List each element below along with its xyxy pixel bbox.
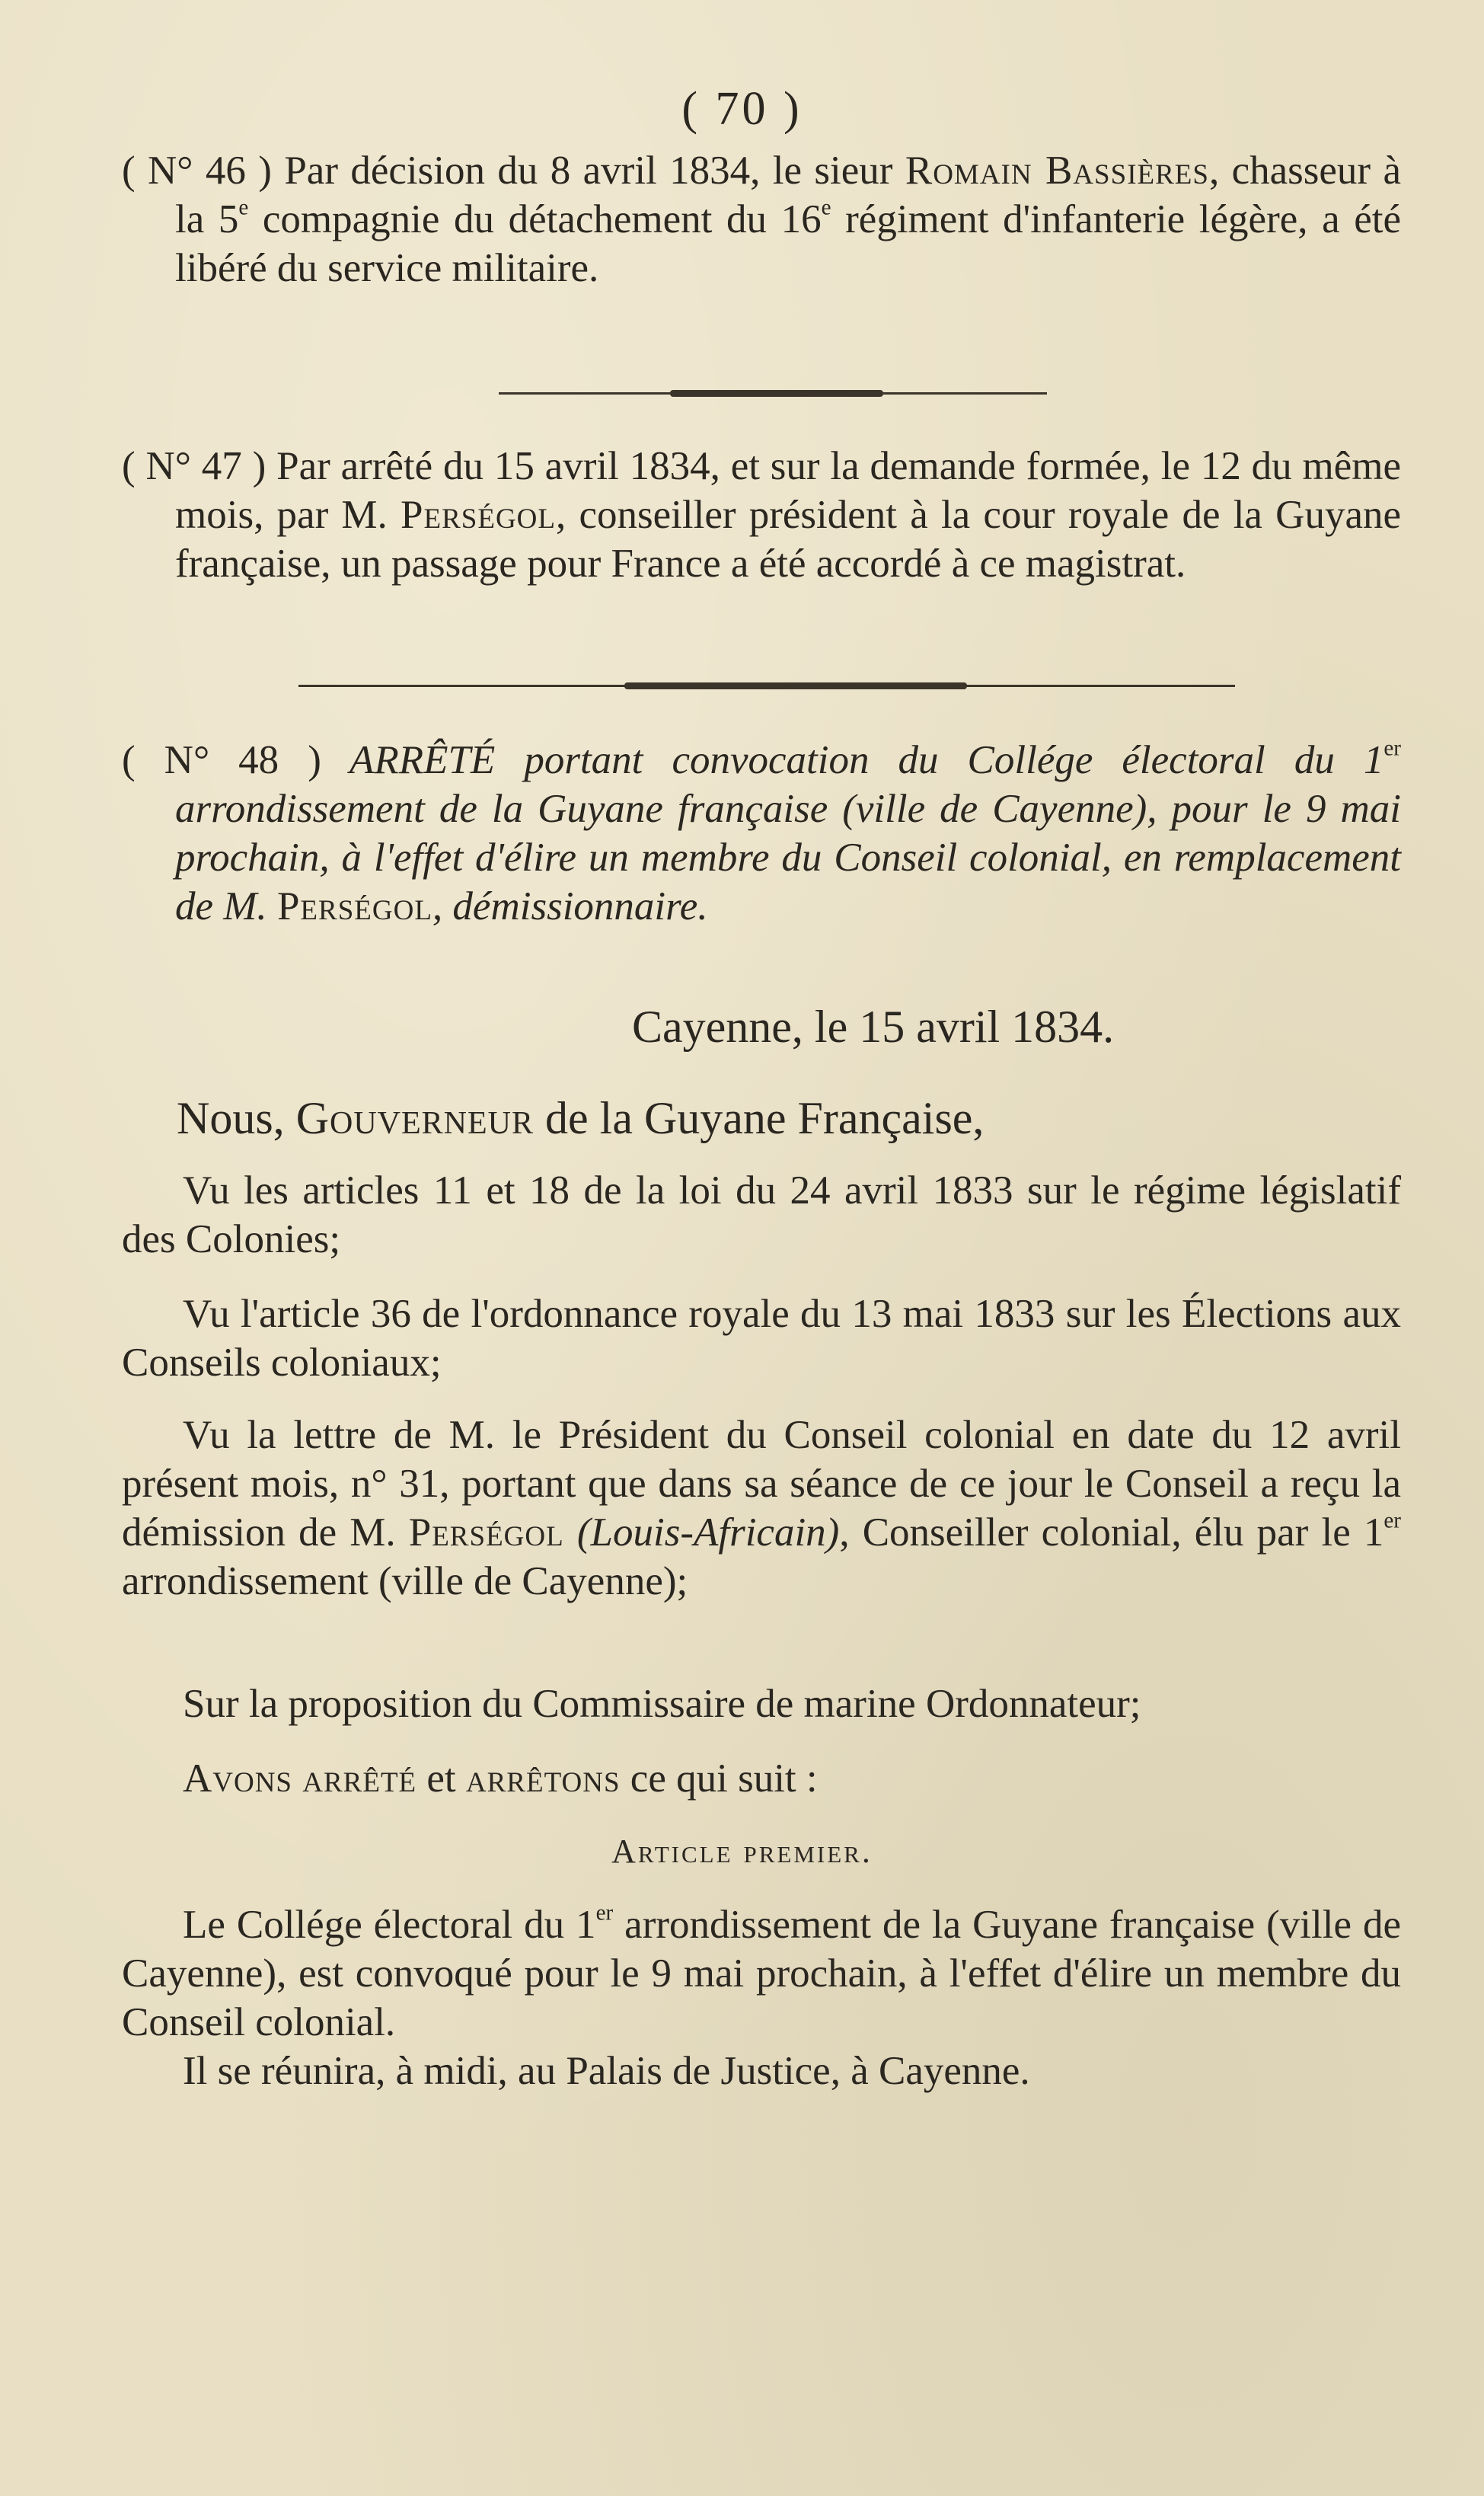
article-paragraph-2: Il se réunira, à midi, au Palais de Justice, à Cayenne. [183, 2049, 1030, 2093]
separator-ornament [670, 390, 883, 397]
considerant-1: Vu les articles 11 et 18 de la loi du 24 avril 1833 sur le régime législatif des Colonies; [122, 1168, 1401, 1261]
article-paragraph-1: Le Collége électoral du 1er arrondissement de la Guyane française (ville de Cayenne), est convoqué pour le 9 mai prochain, à l'effet d'élire un membre du Conseil colonial. [122, 1900, 1402, 2044]
proposition: Sur la proposition du Commissaire de marine Ordonnateur; [183, 1682, 1141, 1726]
entry-number: ( N° 48 ) [122, 738, 321, 782]
place-date: Cayenne, le 15 avril 1834. [632, 1002, 1115, 1052]
entry-47: ( N° 47 ) Par arrêté du 15 avril 1834, et sur la demande formée, le 12 du même mois, par M. Perségol, conseiller président à la cour royale de la Guyane française, un passage pour France a été accordé à ce magistrat. [122, 444, 1401, 586]
person-name: Perségol [276, 884, 432, 928]
person-name: Perségol [401, 493, 557, 537]
considerant-3: Vu la lettre de M. le Président du Conseil colonial en date du 12 avril présent mois, n° 31, portant que dans sa séance de ce jour le Conseil a reçu la démission de M. Perségol (Louis-Africain), Conseiller colonial, élu par le 1er arrondissement (ville de Cayenne); [122, 1413, 1401, 1603]
page-number: ( 70 ) [681, 83, 803, 135]
separator-ornament [624, 682, 967, 689]
person-name: Perségol [408, 1510, 564, 1555]
entry-46: ( N° 46 ) Par décision du 8 avril 1834, le sieur Romain Bassières, chasseur à la 5e compagnie du détachement du 16e régiment d'infanterie légère, a été libéré du service militaire. [122, 149, 1401, 290]
entry-number: ( N° 46 ) [122, 149, 272, 193]
entry-number: ( N° 47 ) [122, 444, 266, 488]
entry-48-title: ( N° 48 ) ARRÊTÉ portant convocation du Collége électoral du 1er arrondissement de la Guyane française (ville de Cayenne), pour le 9 mai prochain, à l'effet d'élire un membre du Conseil colonial, en remplacement de M. Perségol, démissionnaire. [122, 736, 1401, 928]
decree-opening: Nous, Gouverneur de la Guyane Française, [177, 1093, 985, 1143]
person-name: Romain Bassières [905, 149, 1209, 193]
considerant-2: Vu l'article 36 de l'ordonnance royale du 13 mai 1833 sur les Élections aux Conseils coloniaux; [122, 1292, 1401, 1385]
article-heading: Article premier. [611, 1833, 873, 1870]
decree-formula: Avons arrêté et arrêtons ce qui suit : [183, 1756, 818, 1801]
